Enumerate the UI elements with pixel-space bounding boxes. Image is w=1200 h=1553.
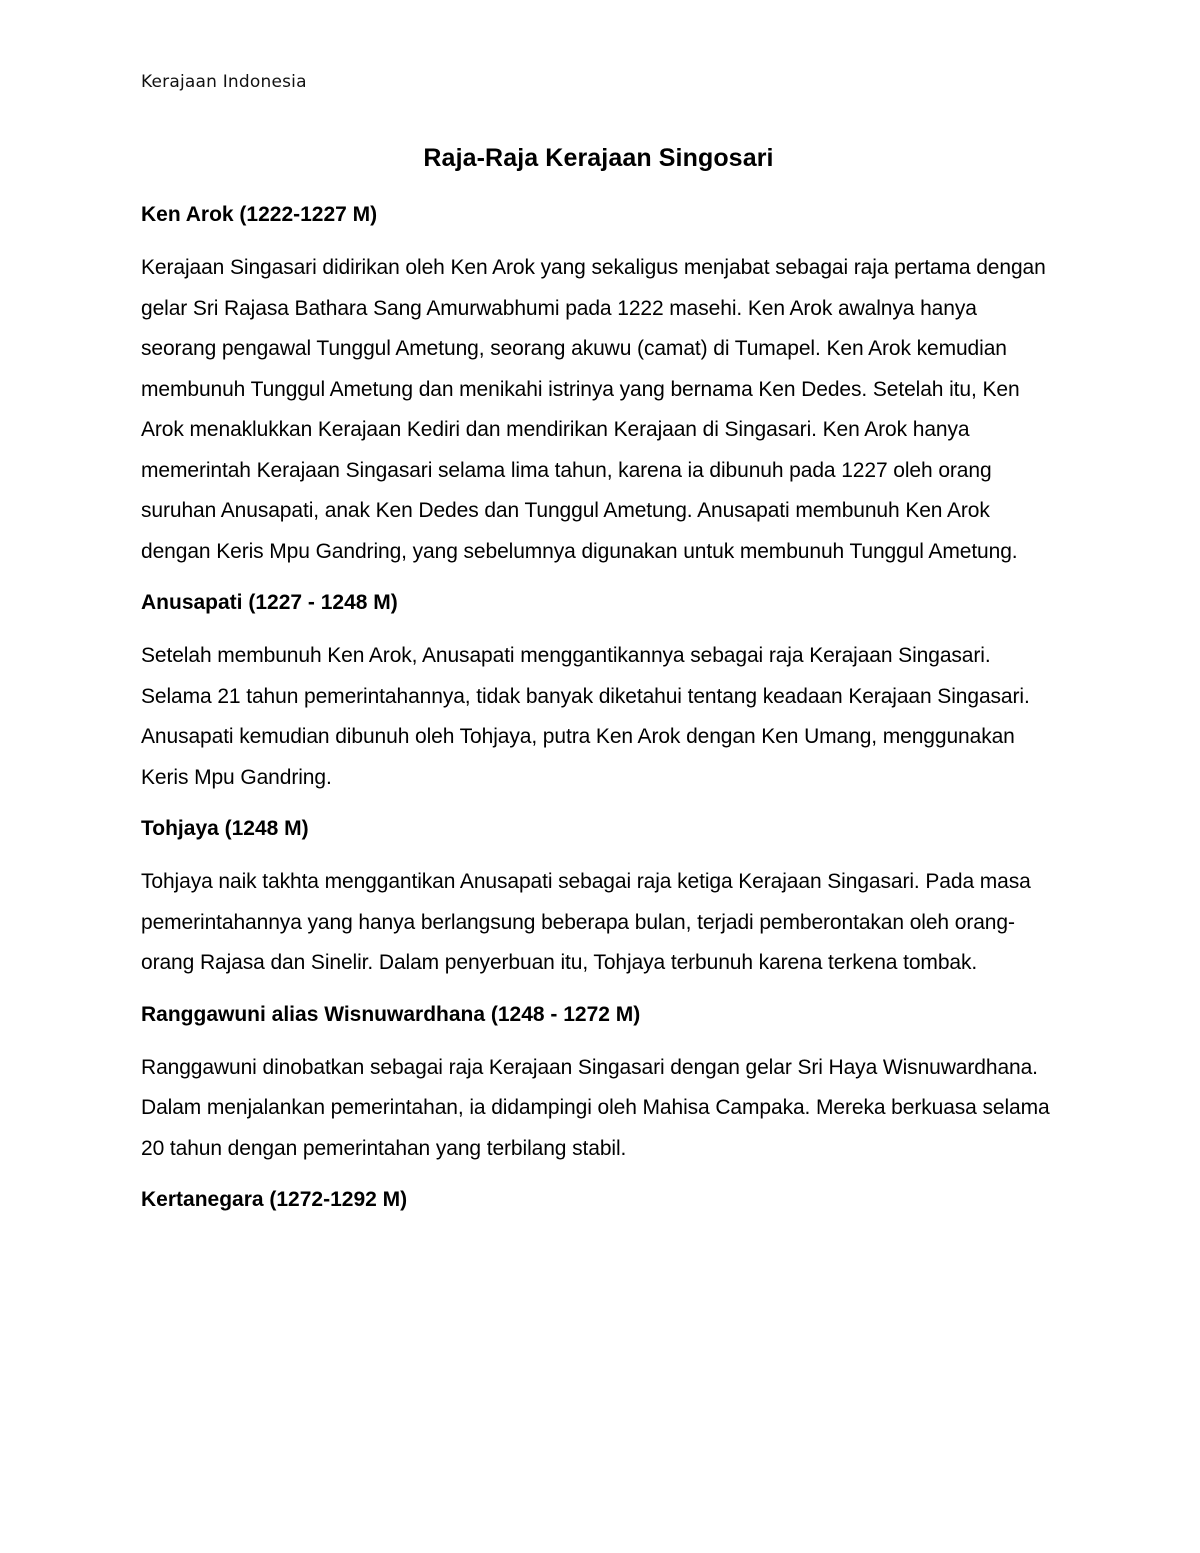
section-body: Setelah membunuh Ken Arok, Anusapati menggantikannya sebagai raja Kerajaan Singasari. Selama 21 tahun pemerintahannya, tidak banyak diketahui tentang keadaan Kerajaan Singasari. Anusapati kemudian dibunuh oleh Tohjaya, putra Ken Arok dengan Ken Umang, menggunakan Keris Mpu Gandring. <box>141 644 1030 789</box>
section-heading: Ken Arok (1222-1227 M) <box>141 203 378 226</box>
section-body: Kerajaan Singasari didirikan oleh Ken Arok yang sekaligus menjabat sebagai raja pertama dengan gelar Sri Rajasa Bathara Sang Amurwabhumi pada 1222 masehi. Ken Arok awalnya hanya seorang pengawal Tunggul Ametung, seorang akuwu (camat) di Tumapel. Ken Arok kemudian membunuh Tunggul Ametung dan menikahi istrinya yang bernama Ken Dedes. Setelah itu, Ken Arok menaklukkan Kerajaan Kediri dan mendirikan Kerajaan di Singasari. Ken Arok hanya memerintah Kerajaan Singasari selama lima tahun, karena ia dibunuh pada 1227 oleh orang suruhan Anusapati, anak Ken Dedes dan Tunggul Ametung. Anusapati membunuh Ken Arok dengan Keris Mpu Gandring, yang sebelumnya digunakan untuk membunuh Tunggul Ametung. <box>141 256 1046 563</box>
section-heading: Anusapati (1227 - 1248 M) <box>141 591 398 614</box>
section-body: Ranggawuni dinobatkan sebagai raja Kerajaan Singasari dengan gelar Sri Haya Wisnuwardhana. Dalam menjalankan pemerintahan, ia didampingi oleh Mahisa Campaka. Mereka berkuasa selama 20 tahun dengan pemerintahan yang terbilang stabil. <box>141 1055 1050 1160</box>
document-content <box>141 138 1056 1233</box>
document-title: Raja-Raja Kerajaan Singosari <box>423 144 774 172</box>
section-body: Tohjaya naik takhta menggantikan Anusapati sebagai raja ketiga Kerajaan Singasari. Pada masa pemerintahannya yang hanya berlangsung beberapa bulan, terjadi pemberontakan oleh orang-orang Rajasa dan Sinelir. Dalam penyerbuan itu, Tohjaya terbunuh karena terkena tombak. <box>141 870 1031 974</box>
section-tohjaya <box>141 814 1056 984</box>
section-ranggawuni <box>141 1000 1056 1170</box>
page-header: Kerajaan Indonesia <box>141 72 307 92</box>
section-anusapati <box>141 588 1056 798</box>
section-ken-arok <box>141 200 1056 572</box>
section-kertanegara <box>141 1185 1056 1215</box>
section-heading: Kertanegara (1272-1292 M) <box>141 1188 408 1211</box>
section-heading: Tohjaya (1248 M) <box>141 817 309 840</box>
section-heading: Ranggawuni alias Wisnuwardhana (1248 - 1272 M) <box>141 1002 641 1026</box>
